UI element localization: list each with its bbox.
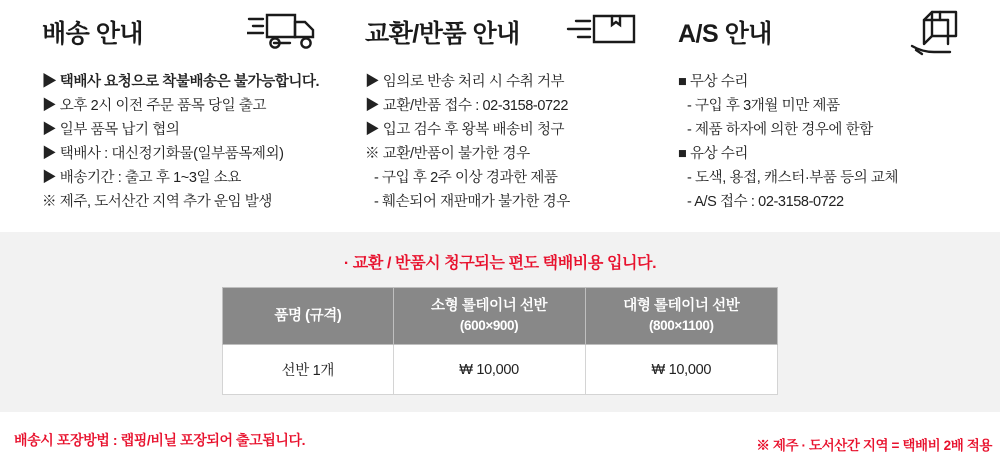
list-item: - 구입 후 3개월 미만 제품 — [687, 98, 840, 114]
table-header-main: 품명 (규격) — [274, 307, 342, 324]
list-item: - 제품 하자에 의한 경우에 한함 — [687, 122, 873, 138]
list-item: ▶ 교환/반품 접수 : 02-3158-0722 — [365, 98, 569, 114]
column-as-service-title: A/S 안내 — [678, 19, 772, 48]
table-header-cell — [223, 288, 394, 345]
remote-area-note: ※ 제주 · 도서산간 지역 = 택배비 2배 적용 — [756, 438, 992, 453]
table-cell-item-name: 선반 1개 — [223, 345, 394, 395]
table-header-cell — [585, 288, 777, 345]
parcel-box-icon — [560, 6, 642, 59]
list-item: ※ 제주, 도서산간 지역 추가 운임 발생 — [42, 194, 272, 210]
table-header-cell — [393, 288, 585, 345]
table-header-main: 소형 롤테이너 선반 — [431, 298, 548, 314]
packaging-note: 배송시 포장방법 : 랩핑/비닐 포장되어 출고됩니다. — [14, 432, 306, 448]
column-as-service — [650, 4, 1000, 232]
truck-icon — [247, 6, 325, 61]
hand-package-icon — [908, 6, 980, 61]
list-item: ■ 유상 수리 — [678, 146, 749, 162]
list-item: ■ 무상 수리 — [678, 74, 749, 90]
list-item: ▶ 배송기간 : 출고 후 1~3일 소요 — [42, 170, 241, 186]
exchange-return-notice-list — [365, 70, 650, 214]
column-delivery-header — [42, 4, 345, 64]
table-cell-large-price: ₩ 10,000 — [585, 345, 777, 395]
column-exchange-return-title: 교환/반품 안내 — [365, 19, 520, 48]
column-as-service-header — [678, 4, 1000, 64]
shipping-fee-section — [0, 232, 1000, 412]
list-item: - A/S 접수 : 02-3158-0722 — [687, 194, 844, 210]
table-row — [223, 345, 778, 395]
list-item: - 훼손되어 재판매가 불가한 경우 — [374, 194, 570, 210]
list-item: - 구입 후 2주 이상 경과한 제품 — [374, 170, 558, 186]
list-item: ▶ 입고 검수 후 왕복 배송비 청구 — [365, 122, 565, 138]
list-item: ▶ 오후 2시 이전 주문 품목 당일 출고 — [42, 98, 267, 114]
column-exchange-return — [345, 4, 650, 232]
shipping-fee-table — [222, 287, 778, 395]
list-item: ▶ 일부 품목 납기 협의 — [42, 122, 180, 138]
list-item: - 도색, 용접, 캐스터·부품 등의 교체 — [687, 170, 899, 186]
as-service-notice-list — [678, 70, 1000, 214]
bottom-notes-section — [0, 412, 1000, 460]
column-delivery — [0, 4, 345, 232]
delivery-notice-list — [42, 70, 345, 214]
list-item: ▶ 택배사 : 대신정기화물(일부품목제외) — [42, 146, 284, 162]
column-delivery-title: 배송 안내 — [42, 19, 144, 48]
table-header-sub: (600×900) — [459, 318, 519, 333]
table-cell-small-price: ₩ 10,000 — [393, 345, 585, 395]
table-header-sub: (800×1100) — [648, 318, 714, 333]
list-item: ▶ 택배사 요청으로 착불배송은 불가능합니다. — [42, 74, 320, 90]
list-item: ▶ 임의로 반송 처리 시 수취 거부 — [365, 74, 565, 90]
table-header-row — [223, 288, 778, 345]
list-item: ※ 교환/반품이 불가한 경우 — [365, 146, 530, 162]
table-header-main: 대형 롤테이너 선반 — [623, 298, 740, 314]
shipping-fee-title: · 교환 / 반품시 청구되는 편도 택배비용 입니다. — [343, 255, 657, 272]
column-exchange-return-header — [365, 4, 650, 64]
